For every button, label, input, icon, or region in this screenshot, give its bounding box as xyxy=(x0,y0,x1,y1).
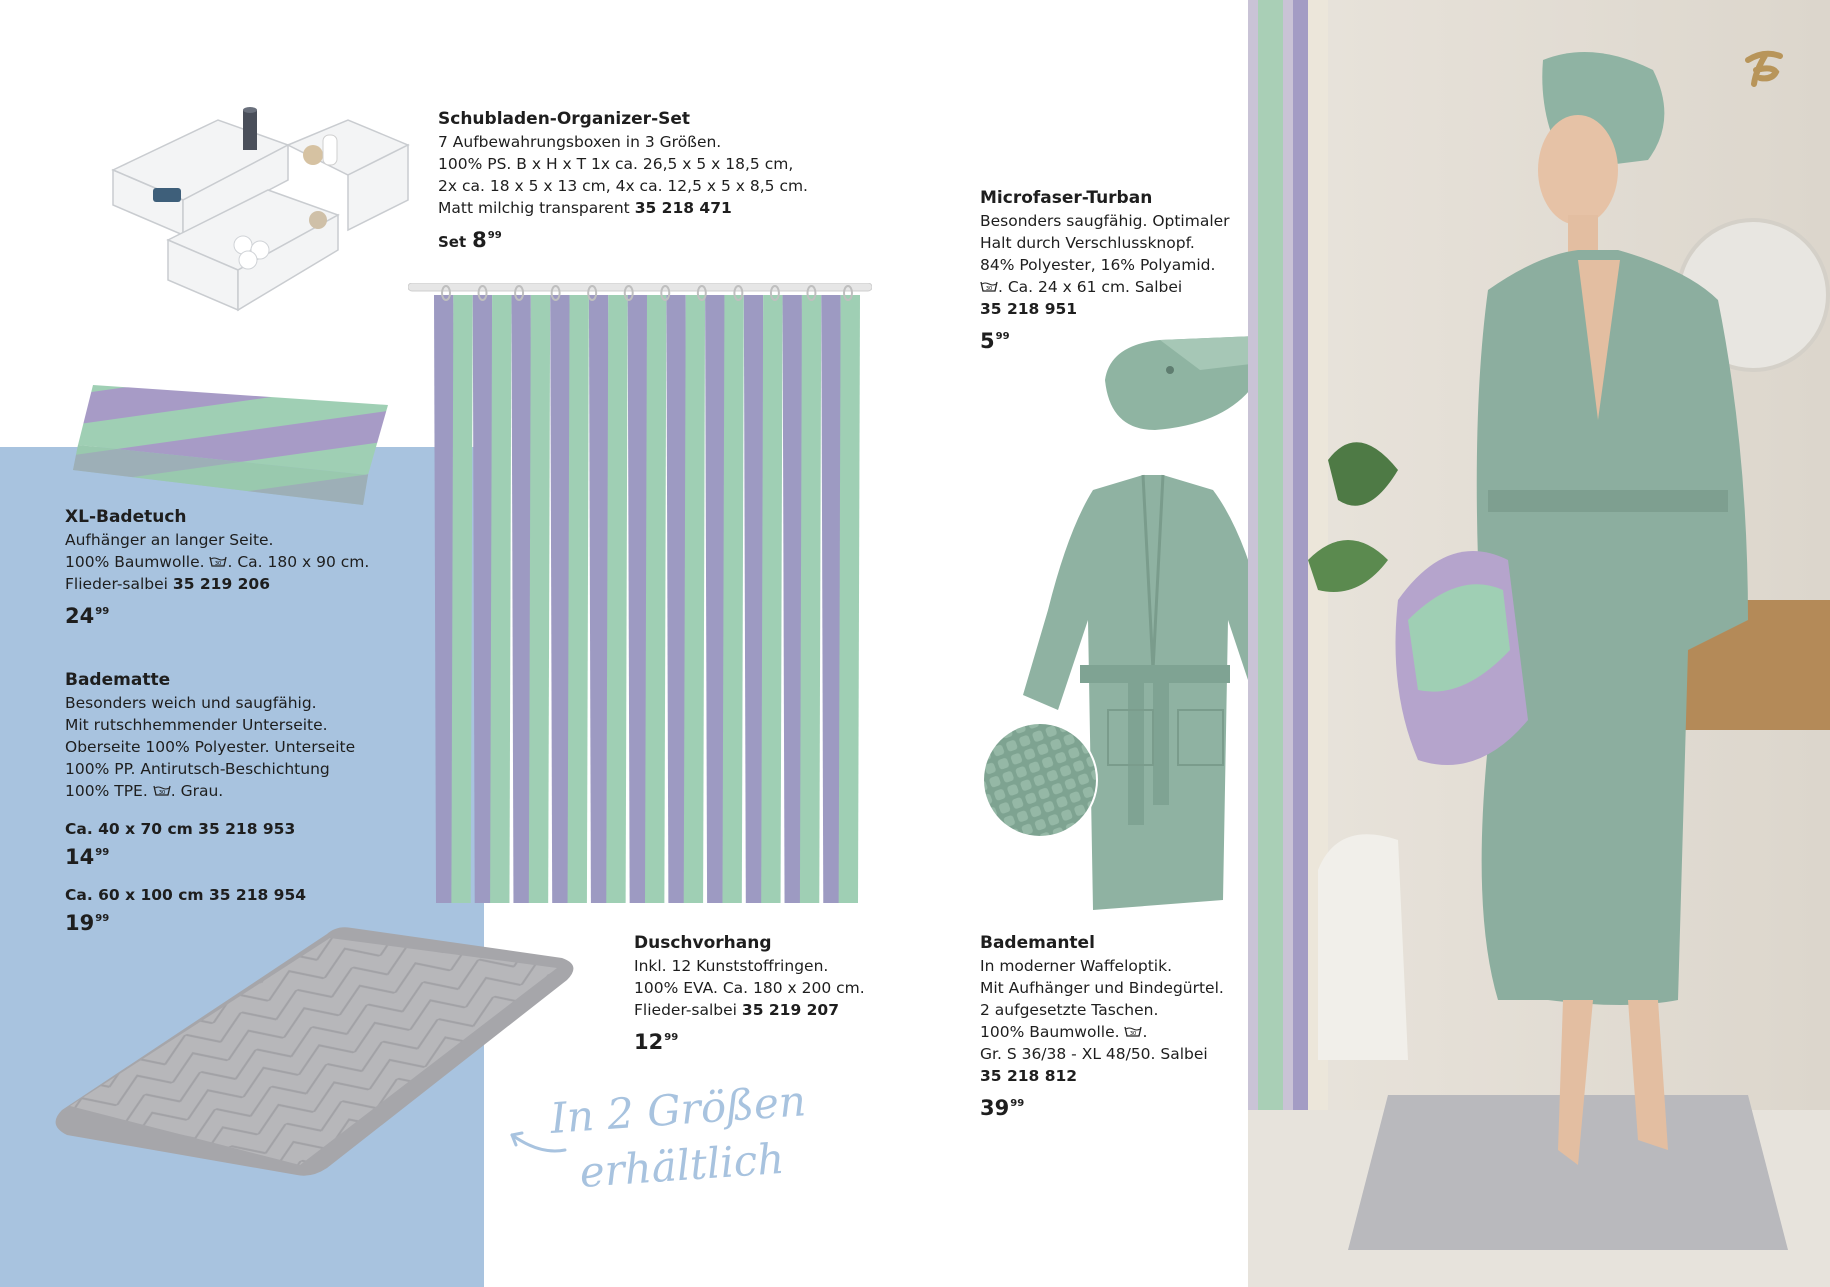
price-cents: 99 xyxy=(995,331,1010,342)
price xyxy=(438,225,502,253)
product-description-line: Inkl. 12 Kunststoffringen. xyxy=(634,957,829,975)
product-description-line: Besonders weich und saugfähig. xyxy=(65,694,317,712)
wash-30-icon xyxy=(1124,1025,1142,1038)
color-text: Flieder-salbei xyxy=(634,1001,737,1019)
price xyxy=(634,1027,678,1053)
price xyxy=(980,326,1010,352)
price xyxy=(65,601,109,627)
svg-text:30: 30 xyxy=(985,286,993,292)
product-description-line: Oberseite 100% Polyester. Unterseite xyxy=(65,738,356,756)
price-main: 24 xyxy=(65,604,95,628)
product-description-line xyxy=(65,551,369,573)
product-description-line xyxy=(980,1021,1224,1043)
product-title: Schubladen-Organizer-Set xyxy=(438,109,691,129)
product-description-line: In moderner Waffeloptik. xyxy=(980,957,1173,975)
product-description-line: 7 Aufbewahrungsboxen in 3 Größen. xyxy=(438,133,722,151)
curtain-stripe xyxy=(761,295,782,903)
curtain-stripe xyxy=(568,295,589,903)
product-description-line: 100% EVA. Ca. 180 x 200 cm. xyxy=(634,979,865,997)
price-main: 8 xyxy=(472,228,487,252)
brand-logo-icon xyxy=(1742,48,1786,88)
price-cents: 99 xyxy=(664,1032,679,1043)
product-title: XL-Badetuch xyxy=(65,507,187,527)
article-number: 35 218 812 xyxy=(980,1067,1078,1085)
price-cents: 99 xyxy=(95,913,110,924)
product-description-line: 2x ca. 18 x 5 x 13 cm, 4x ca. 12,5 x 5 x 8,5 cm. xyxy=(438,177,808,195)
wash-30-icon xyxy=(153,784,171,797)
size-option: Ca. 60 x 100 cm 35 218 954 xyxy=(65,886,307,904)
material-text: 100% Baumwolle. xyxy=(65,553,205,571)
price-main: 12 xyxy=(634,1030,664,1054)
towel-image xyxy=(68,365,398,515)
product-description-line: 100% PS. B x H x T 1x ca. 26,5 x 5 x 18,5 cm, xyxy=(438,155,794,173)
bathrobe-product xyxy=(980,932,1224,1121)
color-text: Flieder-salbei xyxy=(65,575,168,593)
product-description-line: 100% PP. Antirutsch-Beschichtung xyxy=(65,760,330,778)
size-text: . Ca. 180 x 90 cm. xyxy=(227,553,370,571)
organizer-image xyxy=(108,100,418,315)
bathroom-scene-image xyxy=(1248,0,1830,1287)
article-number: 35 218 471 xyxy=(634,199,732,217)
article-number: 35 219 206 xyxy=(172,575,270,593)
product-description-line: Mit Aufhänger und Bindegürtel. xyxy=(980,979,1224,997)
shower-curtain-image xyxy=(408,283,872,913)
product-title: Bademantel xyxy=(980,933,1095,953)
curtain-rod xyxy=(408,283,872,291)
product-title: Microfaser-Turban xyxy=(980,188,1153,208)
curtain-stripe xyxy=(722,295,743,903)
curtain-stripe xyxy=(606,295,627,903)
color-text: Matt milchig transparent xyxy=(438,199,630,217)
product-description-line xyxy=(65,780,355,802)
waffle-detail-image xyxy=(980,720,1100,840)
curtain-product xyxy=(634,932,865,1055)
product-title: Duschvorhang xyxy=(634,933,772,953)
color-text: . Grau. xyxy=(170,782,224,800)
wash-30-icon xyxy=(209,555,227,568)
wash-30-icon xyxy=(980,280,998,293)
organizer-product xyxy=(438,108,808,253)
article-number: 35 219 207 xyxy=(741,1001,839,1019)
product-description-line xyxy=(65,573,369,595)
product-description-line xyxy=(634,999,865,1021)
material-text: 100% Baumwolle. xyxy=(980,1023,1120,1041)
material-text: 100% TPE. xyxy=(65,782,148,800)
curtain-stripe xyxy=(645,295,666,903)
product-description-line: Gr. S 36/38 - XL 48/50. Salbei xyxy=(980,1045,1208,1063)
promo-script-text xyxy=(526,1072,833,1205)
mat-product xyxy=(65,669,355,936)
price-main: 5 xyxy=(980,329,995,353)
product-description-line xyxy=(980,276,1230,298)
punctuation: . xyxy=(1142,1023,1148,1041)
svg-text:30: 30 xyxy=(1130,1031,1137,1037)
product-description-line xyxy=(438,197,808,219)
svg-text:30: 30 xyxy=(158,790,165,796)
price-cents: 99 xyxy=(1010,1098,1025,1109)
product-description-line: 2 aufgesetzte Taschen. xyxy=(980,1001,1159,1019)
price-main: 14 xyxy=(65,845,95,869)
curtain-stripe xyxy=(839,295,860,903)
promo-line: In 2 Größen xyxy=(548,1076,808,1143)
price-main: 39 xyxy=(980,1096,1010,1120)
promo-line: erhältlich xyxy=(578,1133,786,1198)
curtain-stripe xyxy=(490,295,511,903)
price-cents: 99 xyxy=(95,847,110,858)
price-cents: 99 xyxy=(487,230,502,241)
curtain-stripe xyxy=(451,295,472,903)
size-option: Ca. 40 x 70 cm 35 218 953 xyxy=(65,820,296,838)
turban-product xyxy=(980,187,1230,354)
price-label: Set xyxy=(438,233,467,251)
price xyxy=(65,842,109,868)
product-description-line: Halt durch Verschlussknopf. xyxy=(980,234,1195,252)
curtain-stripe xyxy=(529,295,550,903)
product-description-line: Aufhänger an langer Seite. xyxy=(65,531,274,549)
article-number: 35 218 951 xyxy=(980,300,1078,318)
price-main: 19 xyxy=(65,911,95,935)
curtain-stripe xyxy=(800,295,821,903)
price-cents: 99 xyxy=(95,606,110,617)
product-description-line: Besonders saugfähig. Optimaler xyxy=(980,212,1230,230)
towel-product xyxy=(65,506,369,629)
size-text: . Ca. 24 x 61 cm. Salbei xyxy=(998,278,1183,296)
lifestyle-photo xyxy=(1248,0,1830,1287)
price xyxy=(980,1093,1024,1119)
curtain-stripe xyxy=(684,295,705,903)
product-description-line: Mit rutschhemmender Unterseite. xyxy=(65,716,328,734)
product-description-line: 84% Polyester, 16% Polyamid. xyxy=(980,256,1216,274)
product-title: Badematte xyxy=(65,670,171,690)
svg-text:30: 30 xyxy=(215,561,222,567)
